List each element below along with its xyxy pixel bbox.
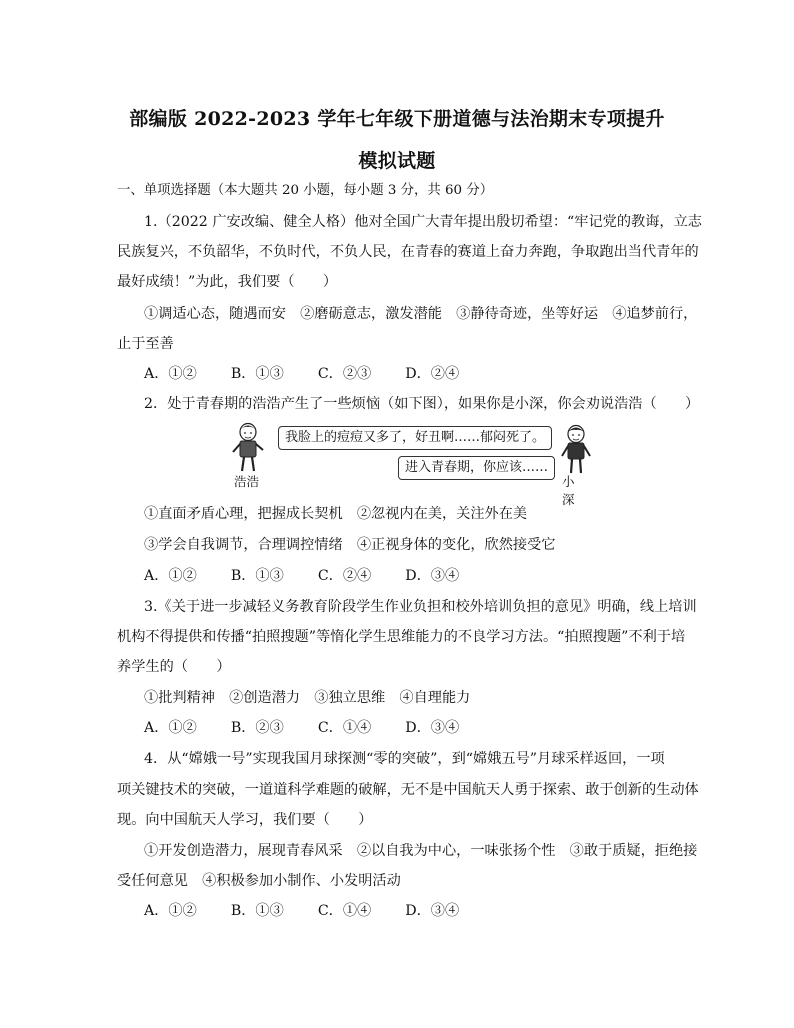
option-a: A．①② bbox=[144, 568, 197, 584]
question-2-statements-2: ③学会自我调节，合理调控情绪 ④正视身体的变化，欣然接受它 bbox=[144, 537, 556, 553]
option-b: B．①③ bbox=[230, 366, 284, 382]
question-3-line-3: 养学生的（ ） bbox=[117, 659, 231, 675]
option-d: D．③④ bbox=[405, 720, 460, 736]
question-1-line-2: 民族复兴，不负韶华，不负时代，不负人民，在青春的赛道上奋力奔跑，争取跑出当代青年的 bbox=[117, 244, 699, 260]
option-a: A．①② bbox=[144, 903, 197, 919]
question-3-line-2: 机构不得提供和传播“拍照搜题”等惰化学生思维能力的不良学习方法。“拍照搜题”不利于培 bbox=[117, 629, 686, 645]
question-2-line-1: 2．处于青春期的浩浩产生了一些烦恼（如下图），如果你是小深，你会劝说浩浩（ ） bbox=[144, 396, 700, 412]
document-subtitle: 模拟试题 bbox=[358, 150, 436, 172]
question-4-options bbox=[144, 901, 459, 921]
speech-bubble-haohao: 我脸上的痘痘又多了，好丑啊……郁闷死了。 bbox=[278, 426, 552, 450]
option-c: C．①④ bbox=[317, 720, 372, 736]
option-c: C．①④ bbox=[317, 903, 372, 919]
speech-bubble-xiaoshen: 进入青春期，你应该…… bbox=[398, 456, 555, 480]
question-2-statements-1: ①直面矛盾心理，把握成长契机 ②忽视内在美，关注外在美 bbox=[144, 506, 528, 522]
boy-xiaoshen-illustration bbox=[556, 424, 596, 476]
option-d: D．②④ bbox=[405, 366, 460, 382]
document-title: 部编版 2022-2023 学年七年级下册道德与法治期末专项提升 bbox=[129, 108, 665, 130]
question-4-statements-2: 受任何意见 ④积极参加小制作、小发明活动 bbox=[117, 873, 401, 889]
question-3-line-1: 3.《关于进一步减轻义务教育阶段学生作业负担和校外培训负担的意见》明确，线上培训 bbox=[144, 599, 697, 615]
option-c: C．②③ bbox=[317, 366, 372, 382]
question-4-line-1: 4．从“嫦娥一号”实现我国月球探测“零的突破”，到“嫦娥五号”月球采样返回，一项 bbox=[144, 751, 665, 767]
question-2-options bbox=[144, 566, 459, 586]
section-header: 一、单项选择题（本大题共 20 小题，每小题 3 分，共 60 分） bbox=[117, 183, 494, 198]
option-b: B．①③ bbox=[230, 903, 284, 919]
question-2-figure bbox=[226, 420, 586, 507]
option-b: B．②③ bbox=[230, 720, 284, 736]
option-d: D．③④ bbox=[405, 903, 460, 919]
question-1-line-1: 1.（2022 广安改编、健全人格）他对全国广大青年提出殷切希望：“牢记党的教诲，立志 bbox=[144, 214, 702, 230]
question-1-options bbox=[144, 364, 459, 384]
option-c: C．②④ bbox=[317, 568, 372, 584]
option-a: A．①② bbox=[144, 720, 197, 736]
name-label-haohao: 浩浩 bbox=[234, 474, 260, 489]
question-3-statements-1: ①批判精神 ②创造潜力 ③独立思维 ④自理能力 bbox=[144, 690, 471, 706]
option-a: A．①② bbox=[144, 366, 197, 382]
question-1-line-3: 最好成绩！”为此，我们要（ ） bbox=[117, 274, 338, 290]
question-3-options bbox=[144, 718, 459, 738]
question-1-statements-1: ①调适心态，随遇而安 ②磨砺意志，激发潜能 ③静待奇迹，坐等好运 ④追梦前行， bbox=[144, 306, 698, 322]
option-d: D．③④ bbox=[405, 568, 460, 584]
question-1-statements-2: 止于至善 bbox=[117, 336, 174, 352]
option-b: B．①③ bbox=[230, 568, 284, 584]
name-label-xiaoshen: 小深 bbox=[562, 474, 575, 507]
question-4-statements-1: ①开发创造潜力，展现青春风采 ②以自我为中心，一味张扬个性 ③敢于质疑，拒绝接 bbox=[144, 843, 698, 859]
boy-haohao-illustration bbox=[228, 422, 268, 474]
question-4-line-3: 现。向中国航天人学习，我们要（ ） bbox=[117, 812, 373, 828]
question-4-line-2: 项关键技术的突破，一道道科学难题的破解，无不是中国航天人勇于探索、敢于创新的生动体 bbox=[117, 782, 699, 798]
